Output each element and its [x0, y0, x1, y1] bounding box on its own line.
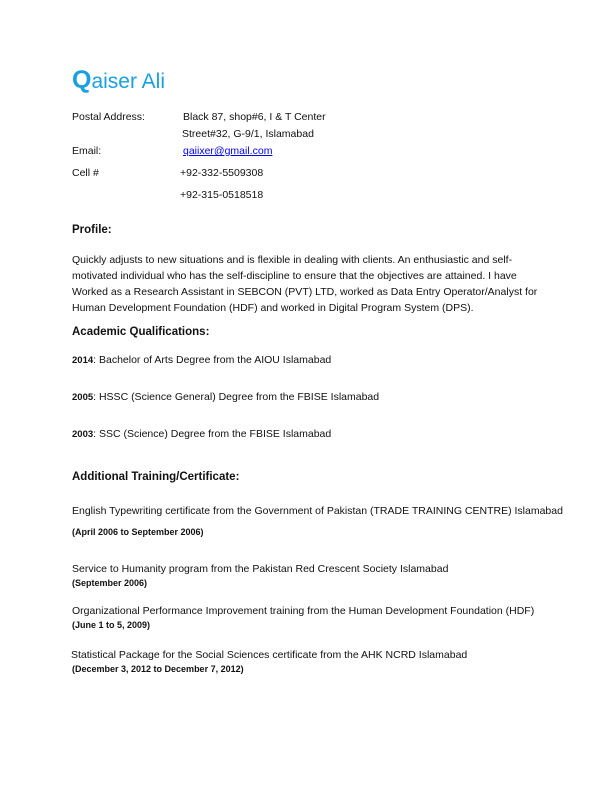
name-initial: Q	[72, 66, 92, 94]
training-title: Organizational Performance Improvement training from the Human Development Foundation (HDF)	[72, 605, 535, 617]
qualification-text: : Bachelor of Arts Degree from the AIOU Islamabad	[93, 354, 332, 366]
qualification-text: : HSSC (Science General) Degree from the FBISE Islamabad	[93, 391, 380, 403]
name-rest: aiser Ali	[91, 70, 165, 93]
qualification-text: : SSC (Science) Degree from the FBISE Islamabad	[93, 428, 332, 440]
email-link-wrap	[183, 144, 272, 158]
qualification-item	[72, 391, 379, 403]
profile-text: Quickly adjusts to new situations and is flexible in dealing with clients. An enthusiastic and self-motivated individual who has the self-discipline to ensure that the objectives are attained. I have Worked as a Research Assistant in SEBCON (PVT) LTD, worked as Data Entry Operator/Analyst for Human Development Foundation (HDF) and worked in Digital Program System (DPS).	[72, 254, 538, 314]
qualification-year: 2003	[72, 429, 94, 440]
cell-number-2: +92-315-0518518	[180, 189, 264, 201]
training-date: (December 3, 2012 to December 7, 2012)	[72, 664, 244, 674]
training-date: (September 2006)	[72, 578, 148, 588]
training-date: (April 2006 to September 2006)	[72, 527, 204, 537]
profile-heading: Profile:	[72, 224, 112, 236]
training-date: (June 1 to 5, 2009)	[72, 620, 151, 630]
qualification-year: 2014	[72, 355, 94, 366]
qualification-item	[72, 428, 331, 440]
training-heading: Additional Training/Certificate:	[72, 471, 240, 483]
email-link[interactable]: qaiixer@gmail.com	[183, 145, 273, 157]
postal-address-label: Postal Address:	[72, 111, 145, 123]
cell-number-1: +92-332-5509308	[180, 167, 264, 179]
training-title: Statistical Package for the Social Sciences certificate from the AHK NCRD Islamabad	[71, 649, 468, 661]
training-title: Service to Humanity program from the Pakistan Red Crescent Society Islamabad	[72, 563, 449, 575]
qualification-item	[72, 354, 331, 366]
postal-address-line2: Street#32, G-9/1, Islamabad	[182, 128, 314, 140]
training-title: English Typewriting certificate from the Government of Pakistan (TRADE TRAINING CENTRE) Islamabad	[72, 505, 563, 517]
email-label: Email:	[72, 145, 102, 157]
qualification-year: 2005	[72, 392, 94, 403]
candidate-name	[72, 66, 165, 95]
academic-heading: Academic Qualifications:	[72, 326, 210, 338]
cell-label: Cell #	[72, 167, 99, 179]
postal-address-line1: Black 87, shop#6, I & T Center	[183, 111, 326, 123]
